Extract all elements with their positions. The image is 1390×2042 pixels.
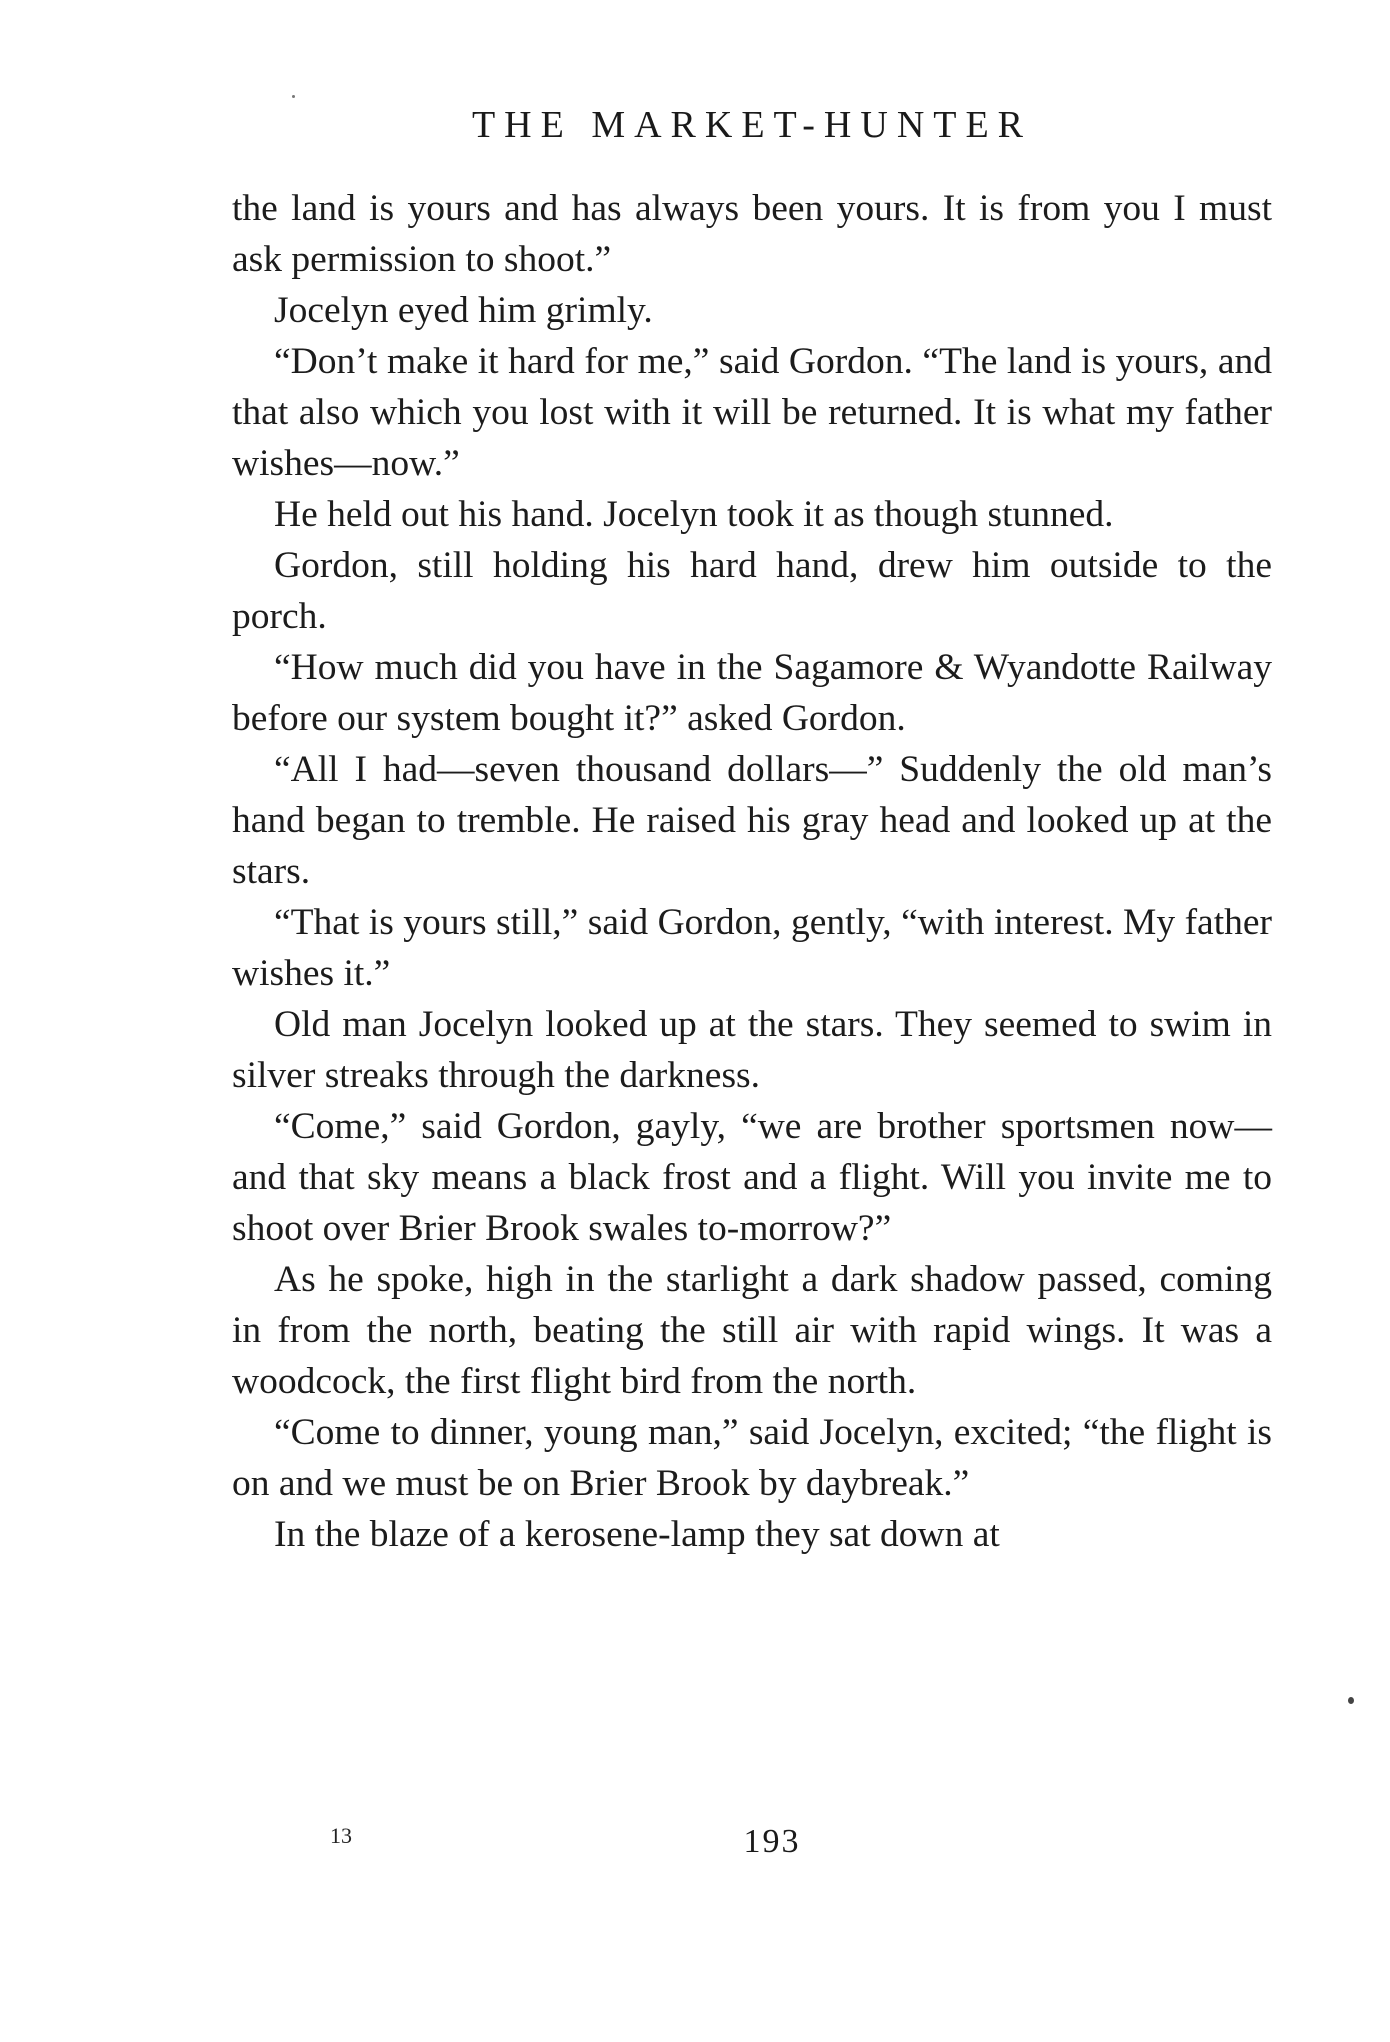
ink-speck <box>292 95 295 98</box>
paragraph: “Come,” said Gordon, gayly, “we are brother sportsmen now—and that sky means a black frost and a flight. Will you invite me to shoot over Brier Brook swales to-morrow?” <box>232 1106 1272 1249</box>
paragraph: As he spoke, high in the starlight a dark shadow passed, coming in from the north, beating the still air with rapid wings. It was a woodcock, the first flight bird from the north. <box>232 1259 1272 1402</box>
body-text <box>232 183 1272 1560</box>
paragraph: “How much did you have in the Sagamore & Wyandotte Railway before our system bought it?” asked Gordon. <box>232 647 1272 739</box>
paragraph: Old man Jocelyn looked up at the stars. They seemed to swim in silver streaks through the darkness. <box>232 1004 1272 1096</box>
paragraph: “Don’t make it hard for me,” said Gordon. “The land is yours, and that also which you lost with it will be returned. It is what my father wishes—now.” <box>232 341 1272 484</box>
paragraph: “All I had—seven thousand dollars—” Suddenly the old man’s hand began to tremble. He raised his gray head and looked up at the stars. <box>232 749 1272 892</box>
paragraph-continued: the land is yours and has always been yours. It is from you I must ask permission to shoot.” <box>232 188 1272 280</box>
paragraph: He held out his hand. Jocelyn took it as though stunned. <box>274 494 1114 535</box>
paragraph: Jocelyn eyed him grimly. <box>274 290 653 331</box>
paragraph: Gordon, still holding his hard hand, drew him outside to the porch. <box>232 545 1272 637</box>
paragraph: In the blaze of a kerosene-lamp they sat down at <box>274 1514 1000 1555</box>
running-head: THE MARKET-HUNTER <box>471 104 1033 146</box>
paragraph: “Come to dinner, young man,” said Jocelyn, excited; “the flight is on and we must be on Brier Brook by daybreak.” <box>232 1412 1272 1504</box>
signature-mark: 13 <box>330 1823 352 1848</box>
page-number: 193 <box>743 1823 801 1860</box>
ink-speck <box>1348 1697 1354 1704</box>
paragraph: “That is yours still,” said Gordon, gently, “with interest. My father wishes it.” <box>232 902 1272 994</box>
